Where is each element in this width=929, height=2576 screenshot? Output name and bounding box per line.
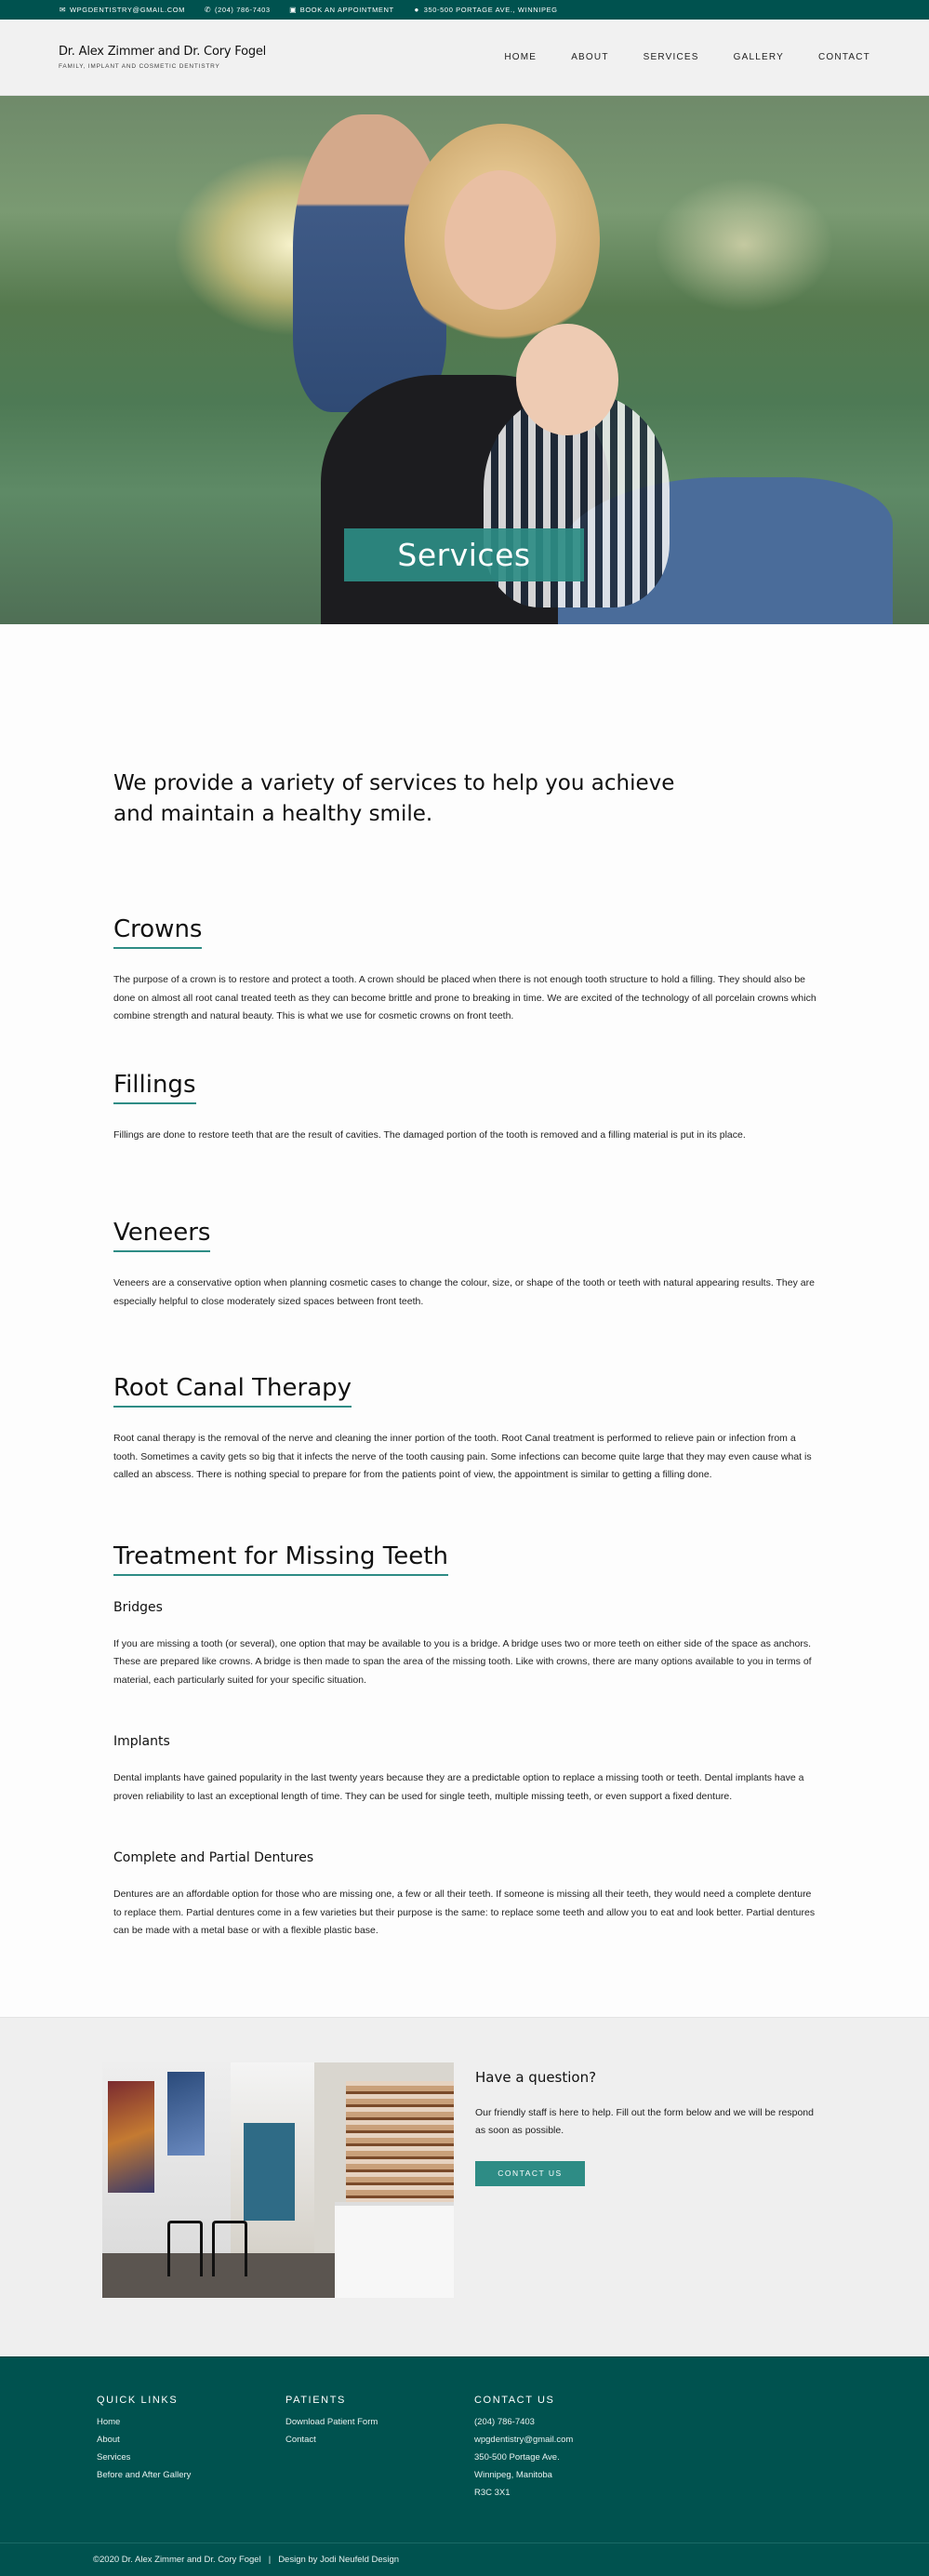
section-title: Veneers <box>113 1219 210 1252</box>
copyright-bar <box>0 2543 929 2576</box>
section-crowns <box>113 915 820 1026</box>
contact-us-button[interactable]: CONTACT US <box>475 2161 585 2186</box>
subsection-title: Bridges <box>113 1599 163 1615</box>
footer-quick-links <box>97 2395 191 2484</box>
copyright-text: ©2020 Dr. Alex Zimmer and Dr. Cory Fogel <box>93 2554 261 2565</box>
content-spacer <box>113 1941 929 2017</box>
site-footer <box>0 2356 929 2543</box>
main-nav <box>470 52 870 62</box>
section-title: Treatment for Missing Teeth <box>113 1542 448 1576</box>
section-root-canal <box>113 1374 820 1485</box>
address-link[interactable]: ● 350-500 PORTAGE AVE., WINNIPEG <box>414 6 558 14</box>
subsection-bridges <box>113 1600 820 1690</box>
section-body: Fillings are done to restore teeth that are the result of cavities. The damaged portion of the tooth is removed and a filling material is put in its place. <box>113 1128 746 1141</box>
office-chair <box>212 2221 247 2276</box>
footer-heading: PATIENTS <box>285 2394 346 2406</box>
section-title: Root Canal Therapy <box>113 1374 352 1408</box>
calendar-icon: ▣ <box>289 6 298 14</box>
footer-heading: CONTACT US <box>474 2394 555 2406</box>
footer-phone[interactable]: (204) 786-7403 <box>474 2416 535 2427</box>
section-body: Root canal therapy is the removal of the nerve and cleaning the inner portion of the tooth. Root Canal treatment is performed to relieve pain or infection from a tooth. Sometimes a cavity gets so big that it infects the nerve of the tooth causing pain. Some infections can become quite large that they may even cause what is called an abscess. There is nothing special to prepare for from the patients point of view, the appointment is similar to getting a filling done. <box>113 1433 812 1480</box>
office-desk <box>335 2202 454 2298</box>
intro-heading: We provide a variety of services to help you achieve and maintain a healthy smile. <box>113 771 675 826</box>
brand-logo[interactable] <box>59 45 266 70</box>
subsection-implants <box>113 1734 820 1806</box>
question-text <box>475 2069 819 2186</box>
subsection-title: Complete and Partial Dentures <box>113 1850 314 1865</box>
brand-name: Dr. Alex Zimmer and Dr. Cory Fogel <box>59 45 267 59</box>
office-chair <box>167 2221 203 2276</box>
nav-services[interactable]: SERVICES <box>643 52 699 62</box>
subsection-body: Dental implants have gained popularity in the last twenty years because they are a predictable option to replace a missing tooth or teeth. Dental implants have a proven reliability to last an exceptional length of time. They can be used for single teeth, multiple missing teeth, or even support a fixed denture. <box>113 1772 804 1802</box>
subsection-body: Dentures are an affordable option for those who are missing one, a few or all their teeth. If someone is missing all their teeth, they would need a complete denture to replace them. Partial dentures come in a few varieties but their purpose is the same: to replace some teeth and allow you to eat and look better. Partial dentures can be made with a metal base or with a flexible plastic base. <box>113 1889 816 1936</box>
office-painting <box>108 2081 154 2193</box>
site-header <box>0 20 929 96</box>
envelope-icon: ✉ <box>59 6 67 14</box>
phone-link[interactable]: ✆ (204) 786-7403 <box>204 6 271 14</box>
footer-address-line: R3C 3X1 <box>474 2487 511 2498</box>
footer-address-line: Winnipeg, Manitoba <box>474 2469 552 2480</box>
section-title: Fillings <box>113 1071 196 1104</box>
section-title: Crowns <box>113 915 202 949</box>
hero-photo-mother-face <box>445 170 556 310</box>
nav-contact[interactable]: CONTACT <box>818 52 870 62</box>
copyright-separator: | <box>268 2554 272 2565</box>
question-title: Have a question? <box>475 2068 597 2086</box>
office-photo <box>102 2062 454 2298</box>
office-door <box>244 2123 295 2221</box>
footer-heading: QUICK LINKS <box>97 2394 179 2406</box>
footer-link-home[interactable]: Home <box>97 2416 121 2427</box>
footer-patients <box>285 2395 378 2449</box>
page-title: Services <box>344 528 584 581</box>
footer-link-contact[interactable]: Contact <box>285 2434 316 2445</box>
section-fillings <box>113 1071 820 1145</box>
subsection-body: If you are missing a tooth (or several), one option that may be available to you is a bridge. A bridge uses two or more teeth on either side of the space as anchors. These are prepared like crowns. A bridge is then made to span the area of the missing tooth. Like with crowns, there are many options available to you in terms of material, each particularly suited for your specific situation. <box>113 1637 812 1686</box>
footer-link-gallery[interactable]: Before and After Gallery <box>97 2469 192 2480</box>
footer-link-services[interactable]: Services <box>97 2451 131 2463</box>
section-body: Veneers are a conservative option when planning cosmetic cases to change the colour, size, or shape of the tooth or teeth with natural appearing results. They are especially helpful to close moderately sized spaces between front teeth. <box>113 1277 815 1307</box>
top-bar <box>0 0 929 20</box>
question-body: Our friendly staff is here to help. Fill out the form below and we will be respond as soon as possible. <box>475 2106 814 2136</box>
office-painting <box>167 2072 205 2156</box>
design-credit-link[interactable]: Design by Jodi Neufeld Design <box>278 2554 400 2565</box>
phone-icon: ✆ <box>204 6 212 14</box>
office-shelf <box>346 2081 454 2211</box>
book-appointment-link[interactable]: ▣ BOOK AN APPOINTMENT <box>289 6 394 14</box>
footer-link-patient-form[interactable]: Download Patient Form <box>285 2416 378 2427</box>
section-veneers <box>113 1219 820 1311</box>
footer-email[interactable]: wpgdentistry@gmail.com <box>474 2434 574 2445</box>
section-body: The purpose of a crown is to restore and protect a tooth. A crown should be placed when there is not enough tooth structure to hold a filling. They should also be done on almost all root canal treated teeth as they can become brittle and prone to breaking in time. We are excited of the technology of all porcelain crowns which combine strength and natural beauty. This is what we use for cosmetic crowns on front teeth. <box>113 974 816 1021</box>
nav-home[interactable]: HOME <box>504 52 537 62</box>
brand-tagline: FAMILY, IMPLANT AND COSMETIC DENTISTRY <box>59 63 220 70</box>
footer-contact <box>474 2395 573 2502</box>
nav-about[interactable]: ABOUT <box>571 52 609 62</box>
question-section <box>0 2017 929 2356</box>
hero-photo-baby-head <box>516 324 618 435</box>
hero-image <box>0 96 929 624</box>
section-missing-teeth <box>113 1542 820 1941</box>
services-content <box>0 624 929 2017</box>
nav-gallery[interactable]: GALLERY <box>733 52 784 62</box>
footer-address-line: 350-500 Portage Ave. <box>474 2451 560 2463</box>
footer-link-about[interactable]: About <box>97 2434 120 2445</box>
subsection-dentures <box>113 1850 820 1941</box>
email-link[interactable]: ✉ WPGDENTISTRY@GMAIL.COM <box>59 6 186 14</box>
subsection-title: Implants <box>113 1734 170 1749</box>
map-pin-icon: ● <box>414 6 419 14</box>
